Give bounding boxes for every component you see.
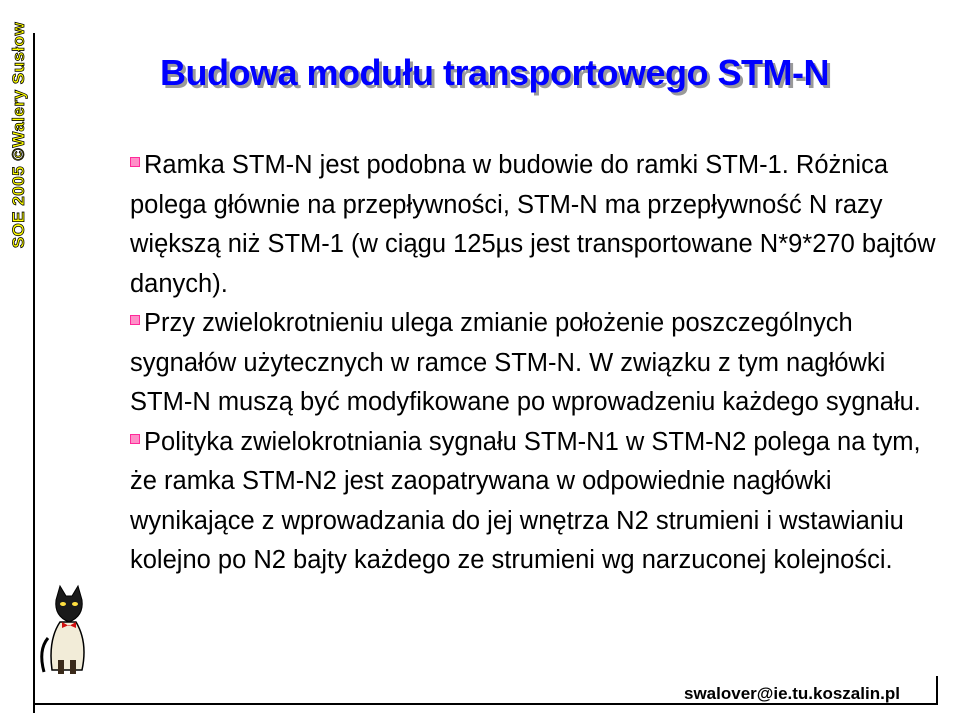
slide-content: [130, 146, 940, 581]
paragraph-2: [130, 304, 940, 423]
slide-title: Budowa modułu transportowego STM-N: [160, 52, 829, 93]
left-border-line: [33, 33, 35, 713]
author-side-label: [8, 20, 30, 250]
author-side-label-text: SOE 2005 ©Walery Susłow: [9, 21, 28, 249]
square-bullet-icon: [130, 157, 140, 167]
square-bullet-icon: [130, 315, 140, 325]
paragraph-2-text: Przy zwielokrotnieniu ulega zmianie położenie poszczególnych sygnałów użytecznych w ramce STM-N. W związku z tym nagłówki STM-N muszą być modyfikowane po wprowadzeniu każdego sygnału.: [130, 309, 921, 416]
square-bullet-icon: [130, 434, 140, 444]
footer-email: swalover@ie.tu.koszalin.pl: [684, 684, 900, 703]
paragraph-3: [130, 423, 940, 581]
right-border-tick: [936, 676, 938, 705]
cat-icon: [36, 580, 96, 680]
paragraph-1: [130, 146, 940, 304]
paragraph-3-text: Polityka zwielokrotniania sygnału STM-N1 w STM-N2 polega na tym, że ramka STM-N2 jest zaopatrywana w odpowiednie nagłówki wynikające z wprowadzania do jej wnętrza N2 strumieni i wstawianiu kolejno po N2 bajty każdego ze strumieni wg narzuconej kolejności.: [130, 427, 921, 574]
paragraph-1-text: Ramka STM-N jest podobna w budowie do ramki STM-1. Różnica polega głównie na przepływności, STM-N ma przepływność N razy większą niż STM-1 (w ciągu 125µs jest transportowane N*9*270 bajtów danych).: [130, 151, 936, 298]
